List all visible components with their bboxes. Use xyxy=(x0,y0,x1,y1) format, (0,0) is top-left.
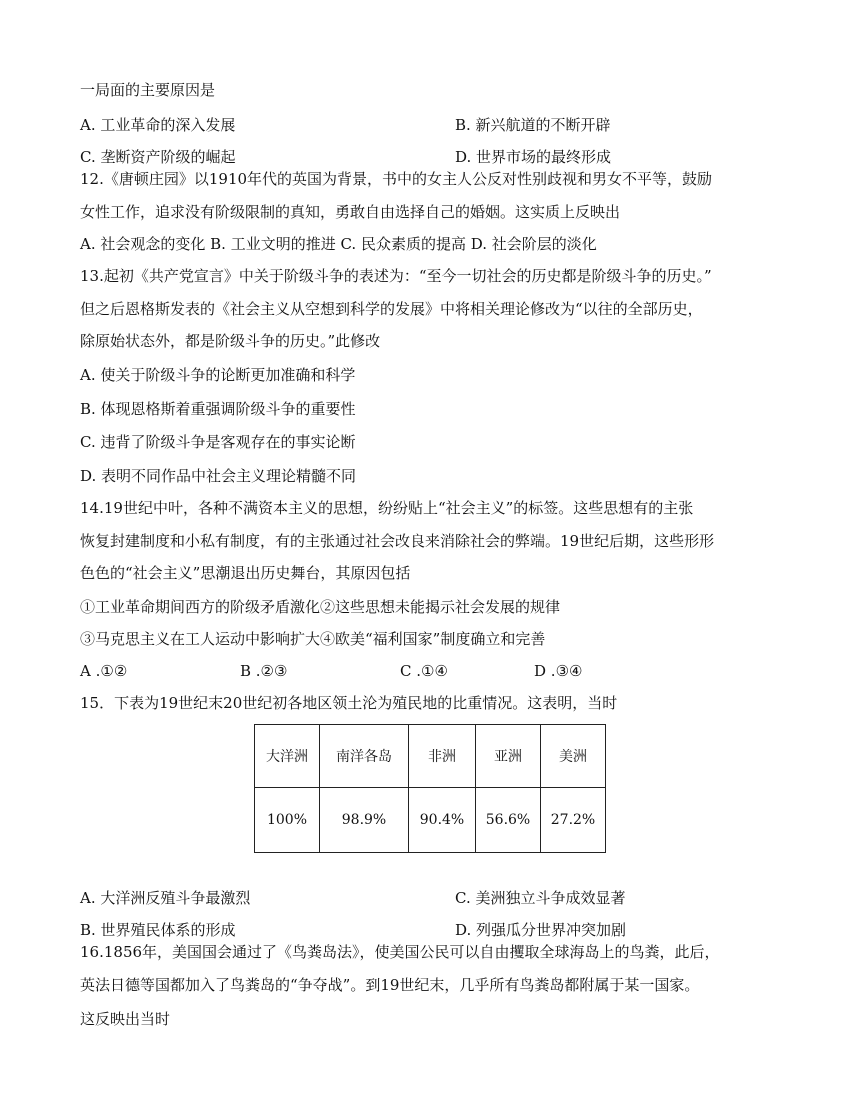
question-14: 14.19世纪中叶，各种不满资本主义的思想，纷纷贴上“社会主义”的标签。这些思想有的主张 xyxy=(80,499,694,517)
option-b: B. 体现恩格斯着重强调阶级斗争的重要性 xyxy=(80,400,356,418)
table-header-row xyxy=(255,725,606,788)
option-a: A. 工业革命的深入发展 xyxy=(80,116,236,134)
option-a: A. 使关于阶级斗争的论断更加准确和科学 xyxy=(80,366,356,384)
question-12: 12.《唐顿庄园》以1910年代的英国为背景，书中的女主人公反对性别歧视和男女不平等，鼓励 xyxy=(80,170,713,188)
table-header-cell: 南洋各岛 xyxy=(320,725,409,788)
option-d: D. 世界市场的最终形成 xyxy=(455,148,612,166)
table-header-cell: 亚洲 xyxy=(476,725,541,788)
table-header-cell: 大洋洲 xyxy=(255,725,320,788)
option-a: A .①② xyxy=(80,662,128,680)
option-d: D .③④ xyxy=(534,662,583,680)
question-14-cont: 色色的“社会主义”思潮退出历史舞台，其原因包括 xyxy=(80,564,411,582)
question-12-cont: 女性工作，追求没有阶级限制的真知，勇敢自由选择自己的婚姻。这实质上反映出 xyxy=(80,203,621,221)
option-c: C. 垄断资产阶级的崛起 xyxy=(80,148,236,166)
option-a: A. 大洋洲反殖斗争最激烈 xyxy=(80,889,251,907)
question-13-cont: 除原始状态外，都是阶级斗争的历史。”此修改 xyxy=(80,332,381,350)
statement-line: ③马克思主义在工人运动中影响扩大④欧美“福利国家”制度确立和完善 xyxy=(80,630,546,648)
option-d: D. 列强瓜分世界冲突加剧 xyxy=(455,921,627,939)
table-row xyxy=(255,788,606,853)
option-c: C. 违背了阶级斗争是客观存在的事实论断 xyxy=(80,433,356,451)
table-cell: 90.4% xyxy=(409,788,476,853)
table-header-cell: 美洲 xyxy=(541,725,606,788)
question-13: 13.起初《共产党宣言》中关于阶级斗争的表述为：“至今一切社会的历史都是阶级斗争的历史。” xyxy=(80,267,712,285)
question-14-cont: 恢复封建制度和小私有制度，有的主张通过社会改良来消除社会的弊端。19世纪后期，这些形形 xyxy=(80,532,715,550)
question-15: 15．下表为19世纪末20世纪初各地区领土沦为殖民地的比重情况。这表明，当时 xyxy=(80,694,618,712)
statement-line: ①工业革命期间西方的阶级矛盾激化②这些思想未能揭示社会发展的规律 xyxy=(80,598,561,616)
option-d: D. 表明不同作品中社会主义理论精髓不同 xyxy=(80,467,357,485)
table-cell: 56.6% xyxy=(476,788,541,853)
option-c: C. 美洲独立斗争成效显著 xyxy=(455,889,626,907)
question-12-options: A. 社会观念的变化 B. 工业文明的推进 C. 民众素质的提高 D. 社会阶层的淡化 xyxy=(80,235,597,253)
question-16: 16.1856年，美国国会通过了《鸟粪岛法》，使美国公民可以自由攫取全球海岛上的鸟粪，此后， xyxy=(80,943,720,961)
colony-ratio-table xyxy=(254,724,606,853)
option-b: B .②③ xyxy=(240,662,288,680)
option-c: C .①④ xyxy=(400,662,448,680)
question-16-cont: 这反映出当时 xyxy=(80,1010,171,1028)
table-cell: 98.9% xyxy=(320,788,409,853)
text-line: 一局面的主要原因是 xyxy=(80,81,216,99)
option-b: B. 世界殖民体系的形成 xyxy=(80,921,236,939)
table-header-cell: 非洲 xyxy=(409,725,476,788)
table-cell: 27.2% xyxy=(541,788,606,853)
question-16-cont: 英法日德等国都加入了鸟粪岛的“争夺战”。到19世纪末，几乎所有鸟粪岛都附属于某一国家。 xyxy=(80,976,700,994)
option-b: B. 新兴航道的不断开辟 xyxy=(455,116,611,134)
question-13-cont: 但之后恩格斯发表的《社会主义从空想到科学的发展》中将相关理论修改为“以往的全部历史， xyxy=(80,300,703,318)
table-cell: 100% xyxy=(255,788,320,853)
